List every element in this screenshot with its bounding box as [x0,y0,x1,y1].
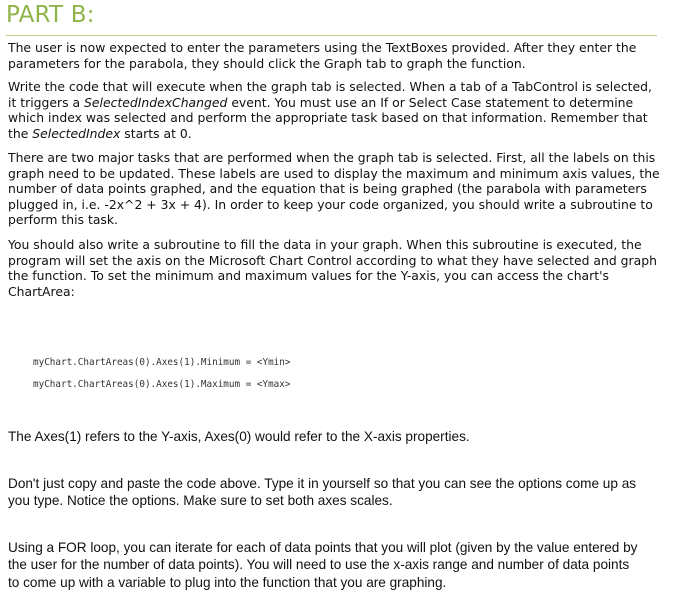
property-name: SelectedIndex [32,125,121,141]
paragraph-type-it [8,475,658,510]
text-line [8,126,658,142]
text-line: number of data points graphed, and the equation that is being graphed (the parabola with parameters [8,181,647,197]
text-run: event. You must use an If or Select Case statement to determine [227,94,634,110]
text-line [8,95,658,111]
text-line: The user is now expected to enter the parameters using the TextBoxes provided. After they enter the [8,40,637,55]
text-run: starts at 0. [120,125,192,141]
text-line: ChartArea: [8,283,75,299]
heading-divider [6,35,657,36]
text-line: Write the code that will execute when the graph tab is selected. When a tab of a TabControl is selected, [8,79,652,94]
paragraph-intro [8,40,658,71]
text-run: it triggers a [8,94,85,110]
text-line: There are two major tasks that are performed when the graph tab is selected. First, all the labels on this [8,150,656,165]
paragraph-for-loop [8,539,658,591]
paragraph-tab-selection [8,79,658,141]
text-line: the user for the number of data points). You will need to use the x-axis range and number of data points [8,557,630,573]
code-line-ymax: myChart.ChartAreas(0).Axes(1).Maximum = <Ymax> [33,379,291,390]
text-line: the function. To set the minimum and maximum values for the Y-axis, you can access the chart's [8,268,609,284]
paragraph-axes-note [8,428,658,445]
text-run: the [8,125,33,141]
text-line: You should also write a subroutine to fill the data in your graph. When this subroutine is executed, the [8,237,642,252]
text-line: to come up with a variable to plug into the function that you are graphing. [8,574,447,590]
text-line: graph need to be updated. These labels are used to display the maximum and minimum axis values, the [8,165,660,181]
text-line: which index was selected and perform the appropriate task based on that information. Remember that [8,110,648,126]
text-line: Using a FOR loop, you can iterate for each of data points that you will plot (given by the value entered by [8,540,638,555]
paragraph-major-tasks [8,150,658,228]
text-line: The Axes(1) refers to the Y-axis, Axes(0) would refer to the X-axis properties. [8,429,470,444]
text-line: program will set the axis on the Microsoft Chart Control according to what they have selected and graph [8,252,657,268]
text-line: parameters for the parabola, they should click the Graph tab to graph the function. [8,55,526,71]
event-name: SelectedIndexChanged [84,94,228,110]
text-line: you type. Notice the options. Make sure to set both axes scales. [8,493,393,509]
code-line-ymin: myChart.ChartAreas(0).Axes(1).Minimum = <Ymin> [33,357,291,368]
paragraph-fill-data [8,237,658,299]
text-line: perform this task. [8,212,118,228]
section-heading: PART B: [6,2,95,28]
text-line: Don't just copy and paste the code above. Type it in yourself so that you can see the options come up as [8,476,637,491]
text-line: plugged in, i.e. -2x^2 + 3x + 4). In order to keep your code organized, you should write a subroutine to [8,196,653,212]
